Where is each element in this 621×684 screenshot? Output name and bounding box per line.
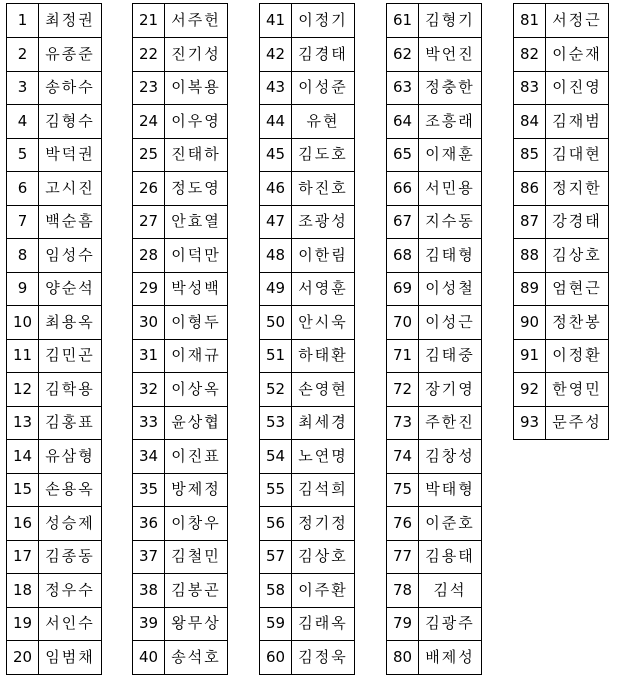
table-row <box>387 339 482 373</box>
table-row <box>260 138 355 172</box>
table-row <box>514 205 609 239</box>
table-row <box>133 138 228 172</box>
row-number: 7 <box>7 205 39 239</box>
table-row <box>260 306 355 340</box>
person-name: 이성근 <box>419 306 482 340</box>
roster-column-5 <box>513 3 609 440</box>
row-number: 81 <box>514 4 546 38</box>
person-name: 서인수 <box>39 607 102 641</box>
person-name: 임성수 <box>39 239 102 273</box>
person-name: 이창우 <box>165 507 228 541</box>
row-number: 39 <box>133 607 165 641</box>
row-number: 72 <box>387 373 419 407</box>
table-row <box>7 38 102 72</box>
person-name: 김래옥 <box>292 607 355 641</box>
table-row <box>260 172 355 206</box>
person-name: 박성백 <box>165 272 228 306</box>
table-row <box>387 205 482 239</box>
person-name: 강경태 <box>546 205 609 239</box>
table-row <box>260 272 355 306</box>
row-number: 18 <box>7 574 39 608</box>
roster-column-2 <box>132 3 228 675</box>
table-row <box>260 239 355 273</box>
table-row <box>133 607 228 641</box>
roster-table <box>132 3 228 675</box>
row-number: 13 <box>7 406 39 440</box>
table-row <box>7 440 102 474</box>
row-number: 85 <box>514 138 546 172</box>
table-row <box>514 138 609 172</box>
row-number: 73 <box>387 406 419 440</box>
row-number: 71 <box>387 339 419 373</box>
person-name: 안효열 <box>165 205 228 239</box>
person-name: 김재범 <box>546 105 609 139</box>
table-row <box>260 71 355 105</box>
person-name: 문주성 <box>546 406 609 440</box>
row-number: 76 <box>387 507 419 541</box>
table-row <box>260 373 355 407</box>
table-row <box>7 272 102 306</box>
row-number: 44 <box>260 105 292 139</box>
person-name: 이순재 <box>546 38 609 72</box>
row-number: 87 <box>514 205 546 239</box>
table-row <box>7 406 102 440</box>
person-name: 최용옥 <box>39 306 102 340</box>
row-number: 11 <box>7 339 39 373</box>
table-row <box>133 440 228 474</box>
row-number: 75 <box>387 473 419 507</box>
row-number: 45 <box>260 138 292 172</box>
row-number: 50 <box>260 306 292 340</box>
table-row <box>7 507 102 541</box>
table-row <box>387 406 482 440</box>
person-name: 진기성 <box>165 38 228 72</box>
table-row <box>133 574 228 608</box>
row-number: 24 <box>133 105 165 139</box>
table-row <box>133 4 228 38</box>
person-name: 이재규 <box>165 339 228 373</box>
row-number: 68 <box>387 239 419 273</box>
row-number: 53 <box>260 406 292 440</box>
roster-table <box>513 3 609 440</box>
row-number: 70 <box>387 306 419 340</box>
row-number: 17 <box>7 540 39 574</box>
table-row <box>260 641 355 675</box>
person-name: 이성철 <box>419 272 482 306</box>
person-name: 김종동 <box>39 540 102 574</box>
person-name: 백순흠 <box>39 205 102 239</box>
table-row <box>387 440 482 474</box>
table-row <box>7 172 102 206</box>
table-row <box>514 272 609 306</box>
person-name: 김정욱 <box>292 641 355 675</box>
table-row <box>133 641 228 675</box>
person-name: 주한진 <box>419 406 482 440</box>
row-number: 59 <box>260 607 292 641</box>
person-name: 손영현 <box>292 373 355 407</box>
table-row <box>514 373 609 407</box>
row-number: 33 <box>133 406 165 440</box>
person-name: 방제정 <box>165 473 228 507</box>
person-name: 이준호 <box>419 507 482 541</box>
table-row <box>387 507 482 541</box>
table-row <box>7 540 102 574</box>
table-row <box>387 473 482 507</box>
roster-column-3 <box>259 3 355 675</box>
row-number: 47 <box>260 205 292 239</box>
row-number: 36 <box>133 507 165 541</box>
table-row <box>7 641 102 675</box>
row-number: 82 <box>514 38 546 72</box>
person-name: 안시욱 <box>292 306 355 340</box>
table-row <box>514 38 609 72</box>
person-name: 김학용 <box>39 373 102 407</box>
person-name: 이한림 <box>292 239 355 273</box>
row-number: 42 <box>260 38 292 72</box>
person-name: 정지한 <box>546 172 609 206</box>
person-name: 김봉곤 <box>165 574 228 608</box>
person-name: 이정환 <box>546 339 609 373</box>
table-row <box>7 205 102 239</box>
person-name: 송석호 <box>165 641 228 675</box>
table-row <box>260 339 355 373</box>
table-row <box>387 4 482 38</box>
table-row <box>514 306 609 340</box>
person-name: 이우영 <box>165 105 228 139</box>
table-row <box>387 373 482 407</box>
person-name: 이덕만 <box>165 239 228 273</box>
person-name: 정충한 <box>419 71 482 105</box>
table-row <box>387 38 482 72</box>
person-name: 김경태 <box>292 38 355 72</box>
person-name: 김석 <box>419 574 482 608</box>
row-number: 56 <box>260 507 292 541</box>
table-row <box>133 71 228 105</box>
person-name: 서정근 <box>546 4 609 38</box>
row-number: 79 <box>387 607 419 641</box>
table-row <box>133 172 228 206</box>
person-name: 하태환 <box>292 339 355 373</box>
table-row <box>7 574 102 608</box>
table-row <box>7 473 102 507</box>
person-name: 김창성 <box>419 440 482 474</box>
row-number: 88 <box>514 239 546 273</box>
table-row <box>514 4 609 38</box>
table-row <box>514 339 609 373</box>
table-row <box>260 574 355 608</box>
person-name: 엄현근 <box>546 272 609 306</box>
row-number: 16 <box>7 507 39 541</box>
row-number: 62 <box>387 38 419 72</box>
row-number: 86 <box>514 172 546 206</box>
row-number: 23 <box>133 71 165 105</box>
table-row <box>133 373 228 407</box>
person-name: 한영민 <box>546 373 609 407</box>
row-number: 54 <box>260 440 292 474</box>
row-number: 37 <box>133 540 165 574</box>
table-row <box>387 71 482 105</box>
person-name: 조흥래 <box>419 105 482 139</box>
table-row <box>133 205 228 239</box>
table-row <box>387 172 482 206</box>
person-name: 정기정 <box>292 507 355 541</box>
person-name: 정우수 <box>39 574 102 608</box>
row-number: 4 <box>7 105 39 139</box>
person-name: 이성준 <box>292 71 355 105</box>
row-number: 69 <box>387 272 419 306</box>
table-row <box>133 540 228 574</box>
row-number: 93 <box>514 406 546 440</box>
person-name: 지수동 <box>419 205 482 239</box>
row-number: 2 <box>7 38 39 72</box>
table-row <box>387 138 482 172</box>
row-number: 49 <box>260 272 292 306</box>
row-number: 31 <box>133 339 165 373</box>
person-name: 이복용 <box>165 71 228 105</box>
row-number: 40 <box>133 641 165 675</box>
row-number: 46 <box>260 172 292 206</box>
row-number: 43 <box>260 71 292 105</box>
row-number: 32 <box>133 373 165 407</box>
person-name: 김광주 <box>419 607 482 641</box>
row-number: 77 <box>387 540 419 574</box>
row-number: 38 <box>133 574 165 608</box>
row-number: 6 <box>7 172 39 206</box>
table-row <box>387 574 482 608</box>
person-name: 박덕권 <box>39 138 102 172</box>
person-name: 노연명 <box>292 440 355 474</box>
table-row <box>387 105 482 139</box>
person-name: 하진호 <box>292 172 355 206</box>
row-number: 78 <box>387 574 419 608</box>
table-row <box>7 607 102 641</box>
row-number: 52 <box>260 373 292 407</box>
table-row <box>133 507 228 541</box>
table-row <box>260 607 355 641</box>
row-number: 91 <box>514 339 546 373</box>
table-row <box>133 339 228 373</box>
roster-column-1 <box>6 3 102 675</box>
person-name: 김용태 <box>419 540 482 574</box>
table-row <box>514 105 609 139</box>
row-number: 57 <box>260 540 292 574</box>
person-name: 김홍표 <box>39 406 102 440</box>
row-number: 34 <box>133 440 165 474</box>
table-row <box>260 105 355 139</box>
row-number: 92 <box>514 373 546 407</box>
roster-column-4 <box>386 3 482 675</box>
row-number: 64 <box>387 105 419 139</box>
row-number: 21 <box>133 4 165 38</box>
table-row <box>260 540 355 574</box>
table-row <box>514 406 609 440</box>
table-row <box>387 540 482 574</box>
roster-table <box>259 3 355 675</box>
person-name: 송하수 <box>39 71 102 105</box>
person-name: 박태형 <box>419 473 482 507</box>
table-row <box>387 306 482 340</box>
person-name: 진태하 <box>165 138 228 172</box>
person-name: 박언진 <box>419 38 482 72</box>
row-number: 26 <box>133 172 165 206</box>
table-row <box>133 105 228 139</box>
person-name: 이형두 <box>165 306 228 340</box>
table-row <box>133 38 228 72</box>
table-row <box>514 172 609 206</box>
person-name: 서주헌 <box>165 4 228 38</box>
row-number: 15 <box>7 473 39 507</box>
row-number: 30 <box>133 306 165 340</box>
table-row <box>387 607 482 641</box>
person-name: 임범채 <box>39 641 102 675</box>
row-number: 65 <box>387 138 419 172</box>
roster-table <box>386 3 482 675</box>
table-row <box>7 306 102 340</box>
table-row <box>7 4 102 38</box>
person-name: 김상호 <box>546 239 609 273</box>
table-row <box>7 373 102 407</box>
person-name: 손용옥 <box>39 473 102 507</box>
table-row <box>7 105 102 139</box>
person-name: 이상옥 <box>165 373 228 407</box>
person-name: 최정권 <box>39 4 102 38</box>
person-name: 배제성 <box>419 641 482 675</box>
row-number: 5 <box>7 138 39 172</box>
table-row <box>260 38 355 72</box>
row-number: 10 <box>7 306 39 340</box>
row-number: 84 <box>514 105 546 139</box>
person-name: 성승제 <box>39 507 102 541</box>
person-name: 최세경 <box>292 406 355 440</box>
table-row <box>133 473 228 507</box>
row-number: 35 <box>133 473 165 507</box>
table-row <box>7 71 102 105</box>
person-name: 김형수 <box>39 105 102 139</box>
table-row <box>387 641 482 675</box>
person-name: 김상호 <box>292 540 355 574</box>
person-name: 이진영 <box>546 71 609 105</box>
person-name: 윤상협 <box>165 406 228 440</box>
person-name: 정찬봉 <box>546 306 609 340</box>
person-name: 이주환 <box>292 574 355 608</box>
person-name: 김철민 <box>165 540 228 574</box>
row-number: 3 <box>7 71 39 105</box>
person-name: 이진표 <box>165 440 228 474</box>
row-number: 90 <box>514 306 546 340</box>
row-number: 20 <box>7 641 39 675</box>
row-number: 19 <box>7 607 39 641</box>
table-row <box>260 507 355 541</box>
table-row <box>260 406 355 440</box>
person-name: 왕무상 <box>165 607 228 641</box>
row-number: 29 <box>133 272 165 306</box>
table-row <box>7 239 102 273</box>
row-number: 66 <box>387 172 419 206</box>
table-row <box>7 339 102 373</box>
table-row <box>260 4 355 38</box>
person-name: 유현 <box>292 105 355 139</box>
table-row <box>133 272 228 306</box>
person-name: 김도호 <box>292 138 355 172</box>
row-number: 25 <box>133 138 165 172</box>
table-row <box>514 239 609 273</box>
person-name: 양순석 <box>39 272 102 306</box>
person-name: 김형기 <box>419 4 482 38</box>
person-name: 김태형 <box>419 239 482 273</box>
row-number: 60 <box>260 641 292 675</box>
table-row <box>133 239 228 273</box>
row-number: 1 <box>7 4 39 38</box>
row-number: 22 <box>133 38 165 72</box>
person-name: 서민용 <box>419 172 482 206</box>
row-number: 41 <box>260 4 292 38</box>
roster-table <box>6 3 102 675</box>
table-row <box>260 440 355 474</box>
row-number: 12 <box>7 373 39 407</box>
row-number: 80 <box>387 641 419 675</box>
table-row <box>7 138 102 172</box>
table-row <box>387 272 482 306</box>
row-number: 28 <box>133 239 165 273</box>
person-name: 이재훈 <box>419 138 482 172</box>
person-name: 유종준 <box>39 38 102 72</box>
person-name: 서영훈 <box>292 272 355 306</box>
person-name: 고시진 <box>39 172 102 206</box>
person-name: 유삼형 <box>39 440 102 474</box>
person-name: 이정기 <box>292 4 355 38</box>
person-name: 김석희 <box>292 473 355 507</box>
table-row <box>260 473 355 507</box>
row-number: 58 <box>260 574 292 608</box>
table-row <box>387 239 482 273</box>
person-name: 김태중 <box>419 339 482 373</box>
row-number: 55 <box>260 473 292 507</box>
row-number: 89 <box>514 272 546 306</box>
person-name: 김대현 <box>546 138 609 172</box>
table-row <box>133 306 228 340</box>
row-number: 74 <box>387 440 419 474</box>
person-name: 김민곤 <box>39 339 102 373</box>
row-number: 27 <box>133 205 165 239</box>
table-row <box>133 406 228 440</box>
row-number: 9 <box>7 272 39 306</box>
row-number: 83 <box>514 71 546 105</box>
person-name: 정도영 <box>165 172 228 206</box>
table-row <box>514 71 609 105</box>
person-name: 조광성 <box>292 205 355 239</box>
row-number: 48 <box>260 239 292 273</box>
row-number: 8 <box>7 239 39 273</box>
table-row <box>260 205 355 239</box>
person-name: 장기영 <box>419 373 482 407</box>
row-number: 14 <box>7 440 39 474</box>
row-number: 63 <box>387 71 419 105</box>
row-number: 51 <box>260 339 292 373</box>
row-number: 61 <box>387 4 419 38</box>
row-number: 67 <box>387 205 419 239</box>
